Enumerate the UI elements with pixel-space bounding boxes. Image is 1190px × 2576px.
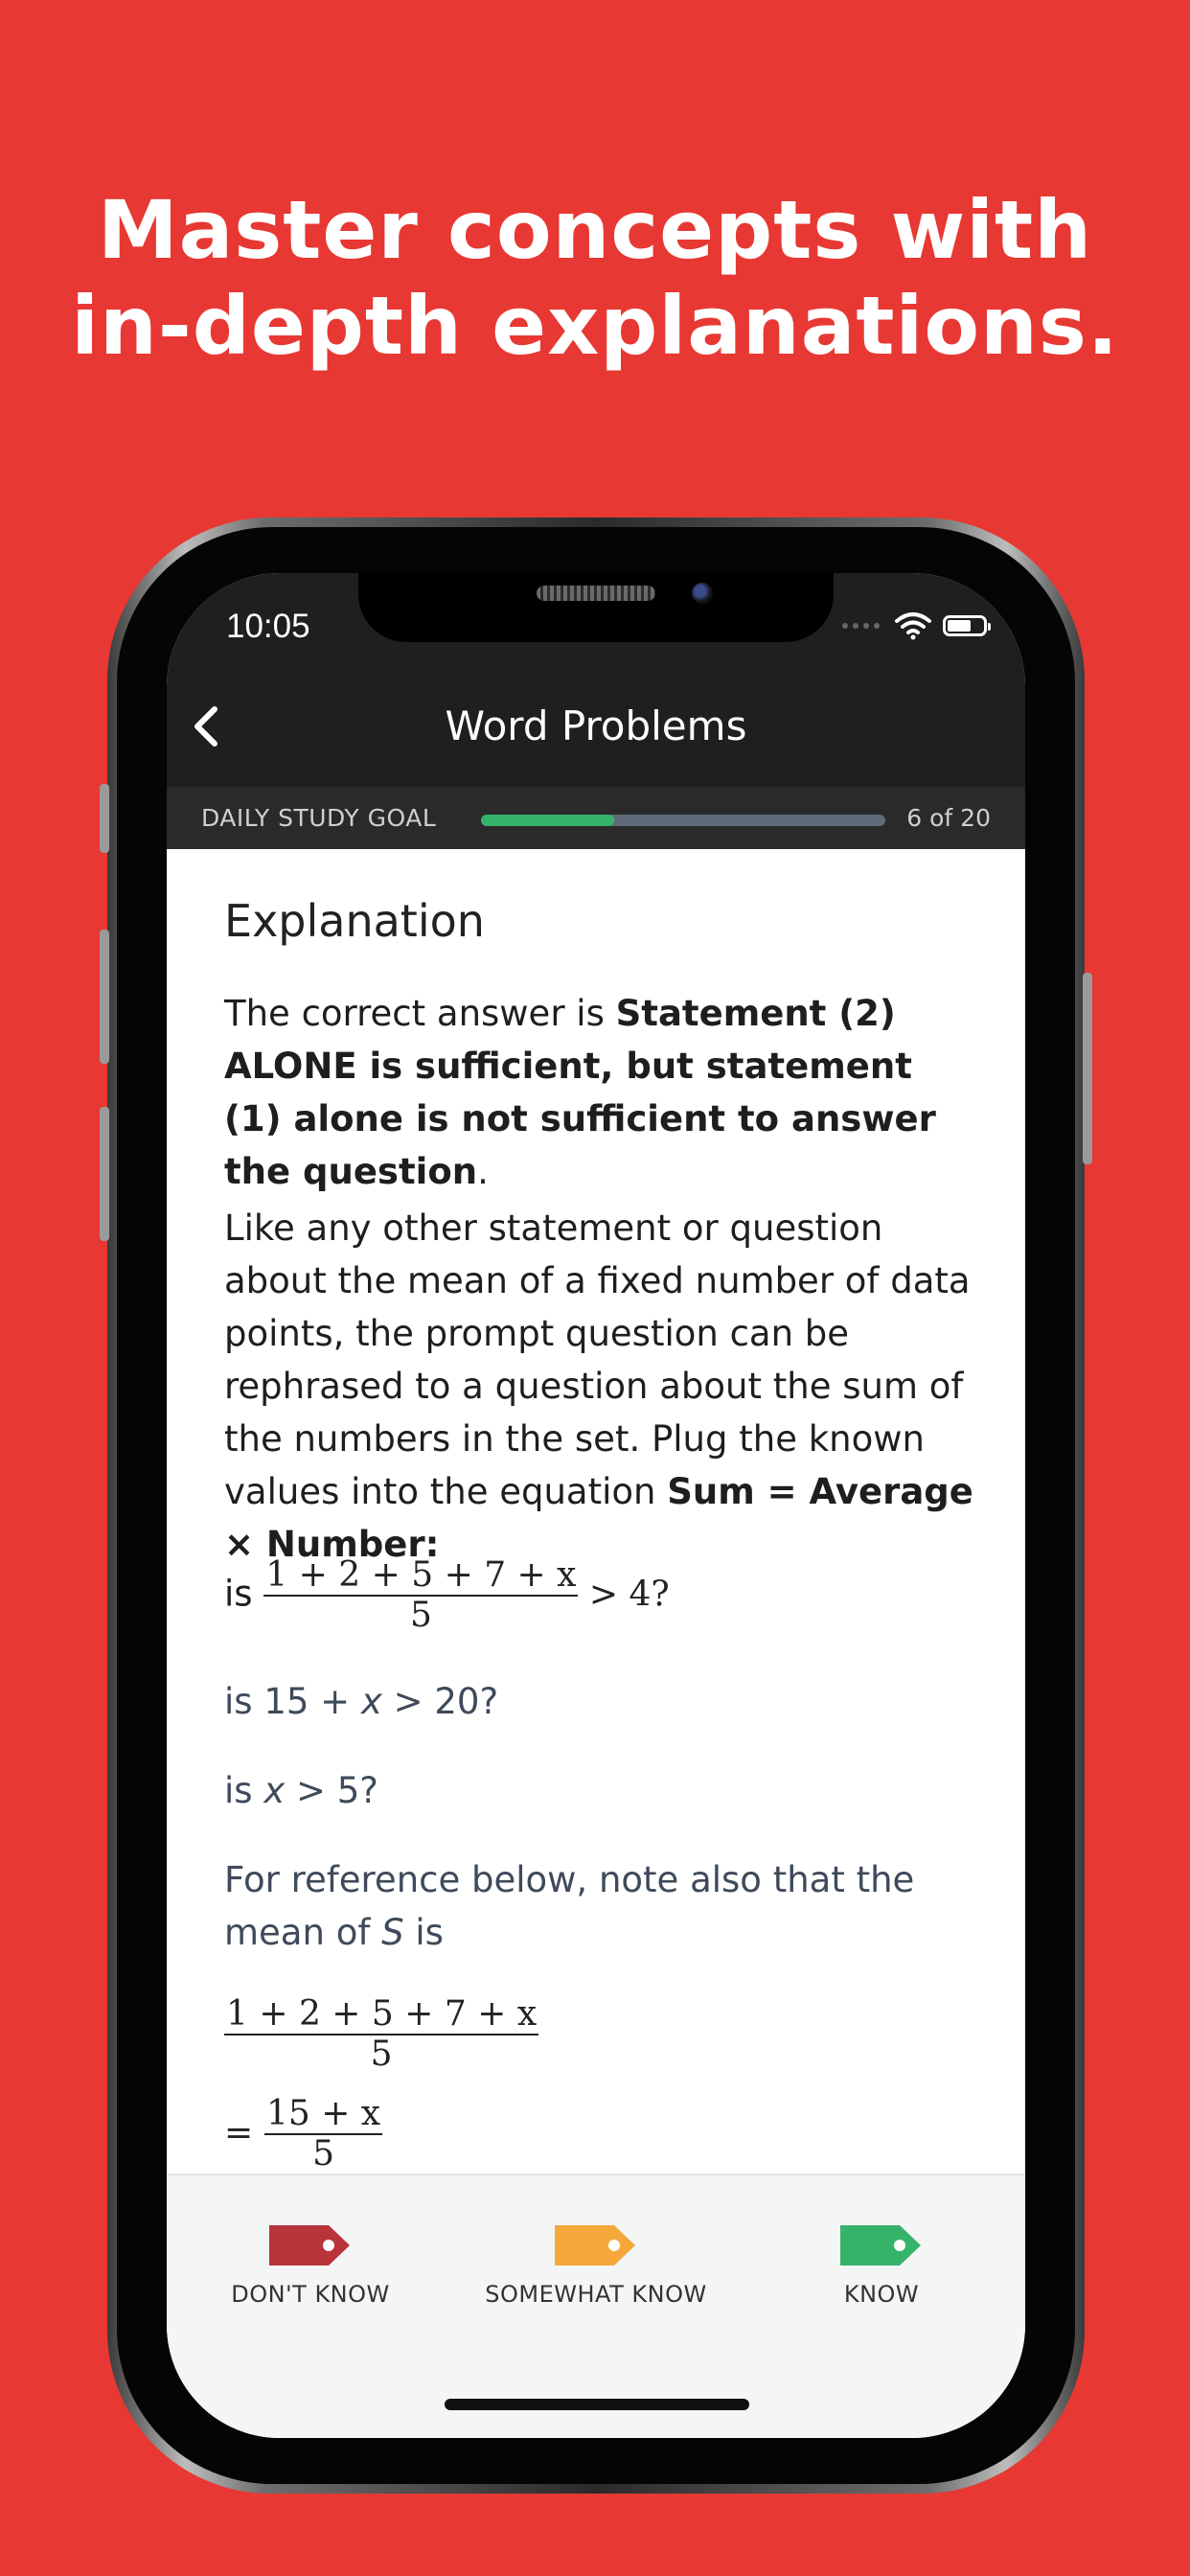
answer-paragraph [224,987,981,1198]
equation-4 [224,1995,981,2074]
home-indicator[interactable] [445,2399,749,2410]
goal-count: 6 of 20 [906,804,991,832]
tag-icon-red [269,2223,352,2267]
somewhat-know-label: SOMEWHAT KNOW [485,2281,707,2308]
goal-progress-fill [481,815,614,826]
ref-a: For reference below, note also that the mean of [224,1859,915,1953]
eq3-a: is [224,1770,264,1811]
rephrase-paragraph [224,1202,981,1571]
phone-button-power [1083,973,1092,1164]
eq1-prefix: is [224,1573,264,1615]
reference-paragraph [224,1853,981,1959]
speaker-grille [537,586,655,601]
wifi-icon [895,611,931,640]
status-time: 10:05 [226,608,310,645]
explanation-content[interactable] [167,849,1025,2174]
eq5-denominator: 5 [312,2134,334,2174]
notch [358,573,834,642]
dont-know-label: DON'T KNOW [231,2281,390,2308]
ref-var: S [381,1912,404,1953]
page-title: Word Problems [445,702,747,749]
eq3-b: > 5? [285,1770,378,1811]
answer-prefix: The correct answer is [224,993,616,1034]
eq2-var: x [360,1681,382,1722]
equation-1 [224,1556,981,1635]
dont-know-button[interactable] [167,2223,454,2308]
marketing-headline [0,182,1190,374]
ref-b: is [403,1912,444,1953]
eq5-prefix: = [224,2113,254,2153]
eq1-denominator: 5 [409,1596,432,1635]
phone-button-volume-up [100,930,109,1064]
eq4-fraction [224,1995,538,2074]
battery-icon [943,615,987,636]
goal-label: DAILY STUDY GOAL [201,804,437,832]
know-button[interactable] [738,2223,1025,2308]
tag-icon-orange [555,2223,637,2267]
equation-5 [224,2095,981,2174]
phone-screen [167,573,1025,2438]
rephrase-bold: Sum = Average × Number: [224,1471,973,1565]
signal-dots-icon [842,623,880,629]
headline-line-1: Master concepts with [97,183,1092,277]
equation-2 [224,1675,981,1728]
rephrase-text: Like any other statement or question about the mean of a fixed number of data points, the prompt question can be rephrased to a question about the sum of the numbers in the set. Plug the known values into the equation [224,1208,971,1512]
eq1-numerator: 1 + 2 + 5 + 7 + x [265,1555,577,1595]
eq4-numerator: 1 + 2 + 5 + 7 + x [226,1994,538,2034]
equation-3 [224,1764,981,1817]
phone-button-volume-down [100,1107,109,1241]
tag-icon-green [840,2223,923,2267]
eq3-var: x [263,1770,286,1811]
know-label: KNOW [843,2281,920,2308]
daily-study-goal [167,787,1025,849]
eq1-suffix: > 4? [578,1575,670,1615]
front-camera [692,583,713,604]
headline-line-2: in-depth explanations. [71,279,1119,373]
eq5-fraction [264,2095,382,2174]
answer-suffix: . [477,1151,489,1192]
answer-bold: Statement (2) ALONE is sufficient, but statement (1) alone is not sufficient to answer the question [224,993,936,1192]
eq1-fraction [263,1556,578,1635]
eq5-numerator: 15 + x [265,2094,381,2133]
somewhat-know-button[interactable] [452,2223,740,2308]
goal-progress-track [481,815,885,826]
explanation-title: Explanation [224,895,485,947]
eq2-b: > 20? [381,1681,499,1722]
status-icons [842,610,987,642]
eq4-denominator: 5 [370,2035,393,2074]
eq2-a: is 15 + [224,1681,361,1722]
phone-button-silent [100,784,109,853]
